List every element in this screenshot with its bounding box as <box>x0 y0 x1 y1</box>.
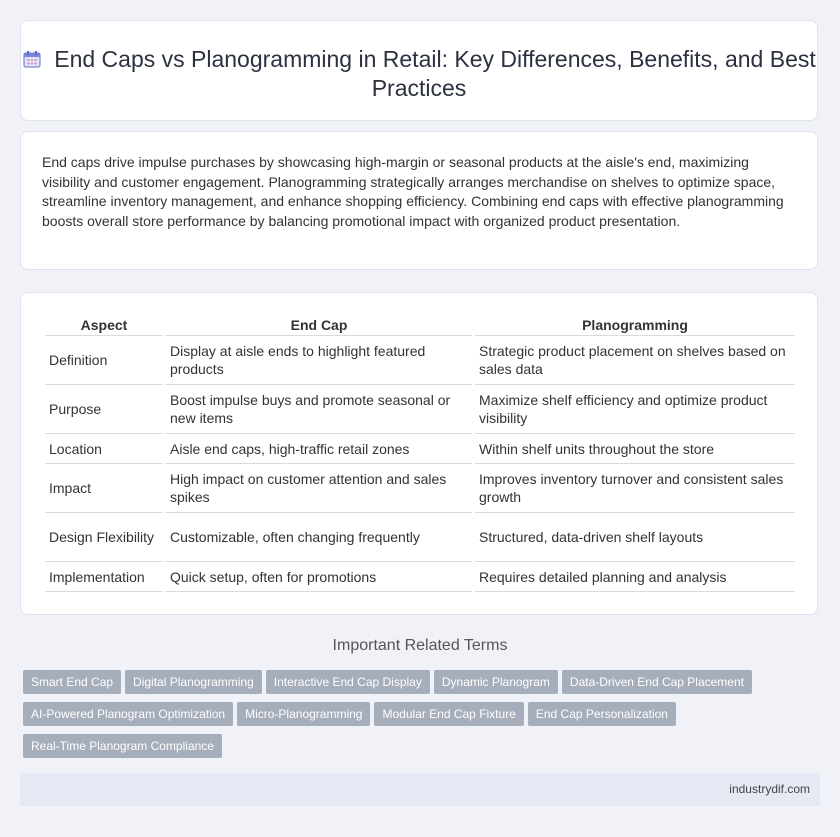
cell-aspect: Design Flexibility <box>45 513 163 562</box>
cell-planogramming: Structured, data-driven shelf layouts <box>475 513 795 562</box>
comparison-table-card <box>20 292 818 615</box>
cell-aspect: Implementation <box>45 562 163 592</box>
page-title-wrap <box>21 45 817 103</box>
cell-aspect: Purpose <box>45 385 163 434</box>
intro-paragraph: End caps drive impulse purchases by showcasing high-margin or seasonal products at the aisle's end, maximizing visibility and customer engagement. Planogramming strategically arranges merchandise on shelves to optimize space, streamline inventory management, and enhance shopping efficiency. Combining end caps with effective planogramming boosts overall store performance by balancing promotional impact with organized product presentation. <box>42 154 784 229</box>
related-term-tag[interactable]: End Cap Personalization <box>528 702 676 726</box>
cell-end-cap: Display at aisle ends to highlight featured products <box>166 336 472 385</box>
related-term-tag[interactable]: Dynamic Planogram <box>434 670 558 694</box>
cell-end-cap: Quick setup, often for promotions <box>166 562 472 592</box>
related-term-tag[interactable]: Data-Driven End Cap Placement <box>562 670 752 694</box>
table-row <box>45 464 795 513</box>
footer <box>20 773 820 806</box>
table-row <box>45 434 795 464</box>
table-row <box>45 385 795 434</box>
related-terms-heading: Important Related Terms <box>332 637 508 654</box>
cell-aspect: Definition <box>45 336 163 385</box>
cell-planogramming: Maximize shelf efficiency and optimize product visibility <box>475 385 795 434</box>
related-term-tag[interactable]: Micro-Planogramming <box>237 702 370 726</box>
cell-planogramming: Strategic product placement on shelves based on sales data <box>475 336 795 385</box>
related-terms-list <box>23 670 783 766</box>
related-term-tag[interactable]: Smart End Cap <box>23 670 121 694</box>
related-term-tag[interactable]: Real-Time Planogram Compliance <box>23 734 222 758</box>
cell-end-cap: Aisle end caps, high-traffic retail zones <box>166 434 472 464</box>
related-term-tag[interactable]: Modular End Cap Fixture <box>374 702 523 726</box>
footer-site-name: industrydif.com <box>729 782 810 796</box>
cell-end-cap: High impact on customer attention and sales spikes <box>166 464 472 513</box>
header-end-cap: End Cap <box>166 315 472 336</box>
cell-end-cap: Boost impulse buys and promote seasonal or new items <box>166 385 472 434</box>
table-row <box>45 562 795 592</box>
cell-planogramming: Improves inventory turnover and consistent sales growth <box>475 464 795 513</box>
related-term-tag[interactable]: Digital Planogramming <box>125 670 262 694</box>
calendar-icon <box>22 49 42 69</box>
cell-aspect: Location <box>45 434 163 464</box>
cell-aspect: Impact <box>45 464 163 513</box>
cell-planogramming: Requires detailed planning and analysis <box>475 562 795 592</box>
related-term-tag[interactable]: Interactive End Cap Display <box>266 670 430 694</box>
header-aspect: Aspect <box>45 315 163 336</box>
related-term-tag[interactable]: AI-Powered Planogram Optimization <box>23 702 233 726</box>
comparison-table <box>42 315 798 592</box>
cell-end-cap: Customizable, often changing frequently <box>166 513 472 562</box>
header-planogramming: Planogramming <box>475 315 795 336</box>
table-row <box>45 513 795 562</box>
table-row <box>45 336 795 385</box>
intro-card <box>20 131 818 270</box>
page-title: End Caps vs Planogramming in Retail: Key Differences, Benefits, and Best Practices <box>54 46 816 101</box>
table-header-row <box>45 315 795 336</box>
cell-planogramming: Within shelf units throughout the store <box>475 434 795 464</box>
title-card <box>20 20 818 121</box>
